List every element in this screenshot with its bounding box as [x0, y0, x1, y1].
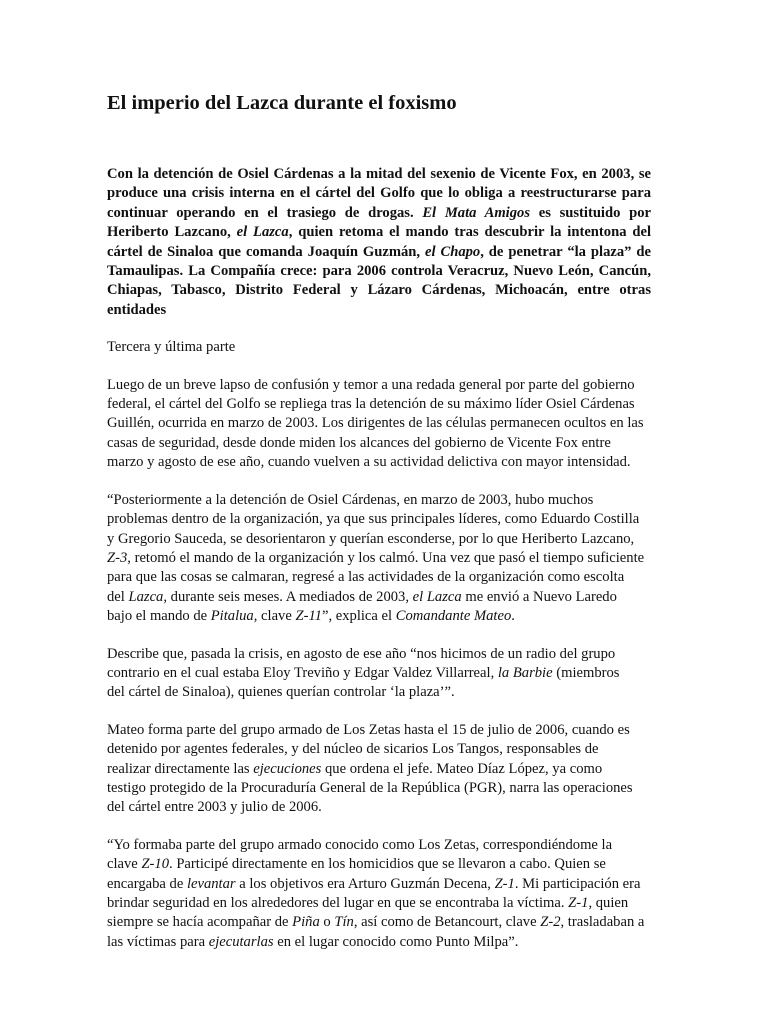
plain-text: clave [107, 856, 142, 873]
lead-line [107, 223, 651, 242]
lead-line: produce una crisis interna en el cártel del Golfo que lo obliga a reestructurarse para [107, 185, 651, 202]
plain-text: en el lugar conocido como Punto Milpa”. [273, 933, 519, 950]
lead-text: cártel de Sinaloa que comanda Joaquín Guzmán, [107, 243, 425, 260]
text-line [107, 933, 653, 952]
text-line [107, 855, 653, 874]
text-line: “Yo formaba parte del grupo armado conocido como Los Zetas, correspondiéndome la [107, 836, 613, 853]
text-line [107, 760, 653, 779]
italic-text: Tín [334, 914, 354, 931]
lead-line: Chiapas, Tabasco, Distrito Federal y Lázaro Cárdenas, Michoacán, entre otras [107, 282, 651, 299]
text-line: marzo y agosto de ese año, cuando vuelven a su actividad delictiva con mayor intensidad. [107, 454, 631, 471]
lead-line [107, 243, 651, 262]
plain-text: brindar seguridad en los alrededores del lugar en que se encontraba la víctima. [107, 895, 569, 911]
document-page [107, 90, 653, 952]
lead-italic: el Lazca [236, 224, 289, 241]
text-line: Mateo forma parte del grupo armado de Los Zetas hasta el 15 de julio de 2006, cuando es [107, 721, 630, 738]
plain-text: , retomó el mando de la organización y los calmó. Una vez que pasó el tiempo suficiente [127, 549, 645, 566]
paragraph-5 [107, 836, 653, 952]
italic-text: Z-10 [141, 856, 170, 873]
plain-text: siempre se hacía acompañar de [107, 914, 293, 931]
italic-text: ejecuciones [253, 760, 322, 777]
plain-text: me envió a Nuevo Laredo [461, 588, 617, 605]
lead-italic: El Mata Amigos [422, 204, 531, 221]
lead-text: , quien retoma el mando tras descubrir la intentona del [288, 224, 652, 241]
text-line [107, 607, 653, 626]
text-line: para que las cosas se calmaran, regresé a las actividades de la organización como escolta [107, 569, 625, 586]
lead-line: entidades [107, 301, 167, 318]
plain-text: contrario en el cual estaba Eloy Treviño y Edgar Valdez Villarreal, [107, 664, 498, 681]
italic-text: Z-11 [295, 608, 322, 625]
plain-text: (miembros [552, 664, 620, 681]
text-line: “Posteriormente a la detención de Osiel Cárdenas, en marzo de 2003, hubo muchos [107, 491, 594, 508]
article-lead [107, 165, 651, 320]
text-line [107, 913, 653, 932]
text-line: testigo protegido de la Procuraduría General de la República (PGR), narra las operaciones [107, 779, 633, 796]
italic-text: ejecutarlas [208, 933, 274, 950]
part-label-text: Tercera y última parte [107, 339, 236, 356]
plain-text: las víctimas para [107, 933, 209, 950]
italic-text: Z-1 [568, 895, 589, 911]
paragraph-4 [107, 721, 653, 818]
lead-italic: el Chapo [425, 243, 481, 260]
plain-text: ”, explica el [321, 608, 396, 625]
plain-text: bajo el mando de [107, 608, 211, 625]
text-line: casas de seguridad, desde donde miden los alcances del gobierno de Vicente Fox entre [107, 434, 611, 451]
italic-text: Z-3 [107, 549, 128, 566]
italic-text: Pitalua [210, 608, 254, 625]
text-line: y Gregorio Sauceda, se desorientaron y querían esconderse, por lo que Heriberto Lazcano, [107, 530, 635, 547]
lead-text: Heriberto Lazcano, [107, 224, 237, 241]
italic-text: levantar [186, 875, 236, 892]
text-line [107, 549, 653, 568]
text-line: Luego de un breve lapso de confusión y temor a una redada general por parte del gobierno [107, 376, 635, 393]
part-label [107, 338, 653, 357]
text-line [107, 664, 653, 683]
lead-line: Con la detención de Osiel Cárdenas a la mitad del sexenio de Vicente Fox, en 2003, se [107, 166, 651, 182]
lead-text: es sustituido por [530, 204, 651, 221]
lead-text: , de penetrar “la plaza” de [480, 243, 651, 260]
text-line: Describe que, pasada la crisis, en agosto de ese año “nos hicimos de un radio del grupo [107, 645, 616, 662]
italic-text: Piña [292, 914, 320, 931]
italic-text: la Barbie [497, 664, 553, 681]
text-line [107, 894, 653, 913]
paragraph-2 [107, 491, 653, 627]
plain-text: a los objetivos era Arturo Guzmán Decena, [235, 875, 495, 892]
text-line: del cártel entre 2003 y julio de 2006. [107, 799, 322, 816]
text-line: Guillén, ocurrida en marzo de 2003. Los dirigentes de las células permanecen ocultos en las [107, 415, 644, 432]
lead-line [107, 204, 651, 223]
paragraph-1 [107, 376, 653, 473]
text-line: federal, el cártel del Golfo se repliega tras la detención de su máximo líder Osiel Cárdenas [107, 396, 635, 413]
italic-text: Z-2 [540, 914, 561, 931]
text-line: problemas dentro de la organización, ya que sus principales líderes, como Eduardo Costilla [107, 511, 640, 528]
lead-line: Tamaulipas. La Compañía crece: para 2006 controla Veracruz, Nuevo León, Cancún, [107, 263, 651, 280]
plain-text: realizar directamente las [107, 760, 254, 777]
plain-text: del [107, 588, 129, 605]
plain-text: , quien [588, 895, 629, 911]
italic-text: Comandante Mateo [395, 608, 512, 625]
lead-text: continuar operando en el trasiego de drogas. [107, 204, 423, 221]
plain-text: encargaba de [107, 875, 187, 892]
plain-text: o [319, 914, 335, 931]
plain-text: que ordena el jefe. Mateo Díaz López, ya como [321, 760, 603, 777]
italic-text: Lazca [128, 588, 164, 605]
plain-text: , clave [253, 608, 296, 625]
plain-text: , trasladaban a [560, 914, 645, 931]
text-line: detenido por agentes federales, y del núcleo de sicarios Los Tangos, responsables de [107, 741, 599, 758]
italic-text: el Lazca [412, 588, 462, 605]
italic-text: Z-1 [494, 875, 515, 892]
article-title: El imperio del Lazca durante el foxismo [107, 92, 457, 114]
text-line: del cártel de Sinaloa), quienes querían controlar ‘la plaza’”. [107, 684, 455, 701]
paragraph-3 [107, 645, 653, 703]
plain-text: . Mi participación era [514, 875, 641, 892]
plain-text: . Participé directamente en los homicidios que se llevaron a cabo. Quien se [169, 856, 606, 873]
text-line [107, 875, 653, 894]
plain-text: . [511, 608, 515, 625]
text-line [107, 588, 653, 607]
plain-text: , durante seis meses. A mediados de 2003, [163, 588, 413, 605]
plain-text: , así como de Betancourt, clave [353, 914, 541, 931]
